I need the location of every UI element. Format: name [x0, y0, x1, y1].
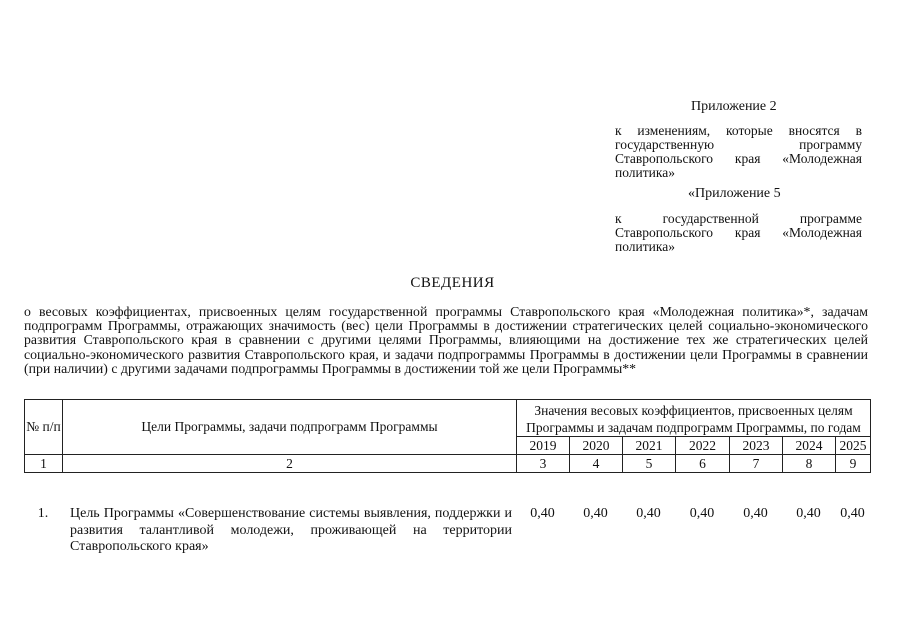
header-year: 2025 [836, 437, 871, 455]
appendix-note-secondary: к государственной программе Ставропольского края «Молодежная политика» [615, 211, 862, 254]
appendix-title-secondary: «Приложение 5 [688, 186, 781, 201]
header-year: 2024 [783, 437, 836, 455]
column-index: 6 [676, 455, 730, 473]
header-year: 2023 [730, 437, 783, 455]
column-index-row [25, 455, 871, 473]
row-value: 0,40 [689, 506, 715, 521]
column-index: 9 [836, 455, 871, 473]
table-row [24, 506, 870, 556]
header-year: 2021 [623, 437, 676, 455]
header-year: 2022 [676, 437, 730, 455]
column-index: 7 [730, 455, 783, 473]
header-year: 2019 [517, 437, 570, 455]
column-index: 5 [623, 455, 676, 473]
column-index: 1 [25, 455, 63, 473]
appendix-title: Приложение 2 [691, 99, 777, 114]
row-number: 1. [37, 506, 49, 521]
row-value: 0,40 [743, 506, 768, 521]
header-number: № п/п [25, 400, 63, 455]
column-index: 8 [783, 455, 836, 473]
row-value: 0,40 [636, 506, 661, 521]
coefficients-table-body [24, 506, 870, 556]
column-index: 4 [570, 455, 623, 473]
row-value: 0,40 [840, 506, 865, 521]
header-values-group: Значения весовых коэффициентов, присвоенных целям Программы и задачам подпрограмм Программы, по годам [517, 400, 871, 437]
appendix-note: к изменениям, которые вносятся в государственную программу Ставропольского края «Молодежная политика» [615, 123, 862, 180]
header-year: 2020 [570, 437, 623, 455]
column-index: 2 [63, 455, 517, 473]
document-title: СВЕДЕНИЯ [410, 275, 495, 291]
row-goal-text: Цель Программы «Совершенствование системы выявления, поддержки и развития талантливой молодежи, проживающей на территории Ставропольского края» [70, 506, 512, 554]
row-value: 0,40 [530, 506, 555, 521]
row-value: 0,40 [796, 506, 821, 521]
document-intro: о весовых коэффициентах, присвоенных целям государственной программы Ставропольского края «Молодежная политика»*, задачам подпрограмм Программы, отражающих значимость (вес) цели Программы в достижении стратегических целей социально-экономического развития Ставропольского края в сравнении с другими целями Программы, влияющими на достижение тех же стратегических целей социально-экономического развития Ставропольского края, и задачи подпрограммы Программы в достижении цели Программы в сравнении (при наличии) с другими задачами подпрограммы Программы в достижении той же цели Программы** [24, 304, 868, 376]
row-value: 0,40 [583, 506, 608, 521]
column-index: 3 [517, 455, 570, 473]
header-goals: Цели Программы, задачи подпрограмм Программы [63, 400, 517, 455]
coefficients-table-header [24, 399, 871, 473]
